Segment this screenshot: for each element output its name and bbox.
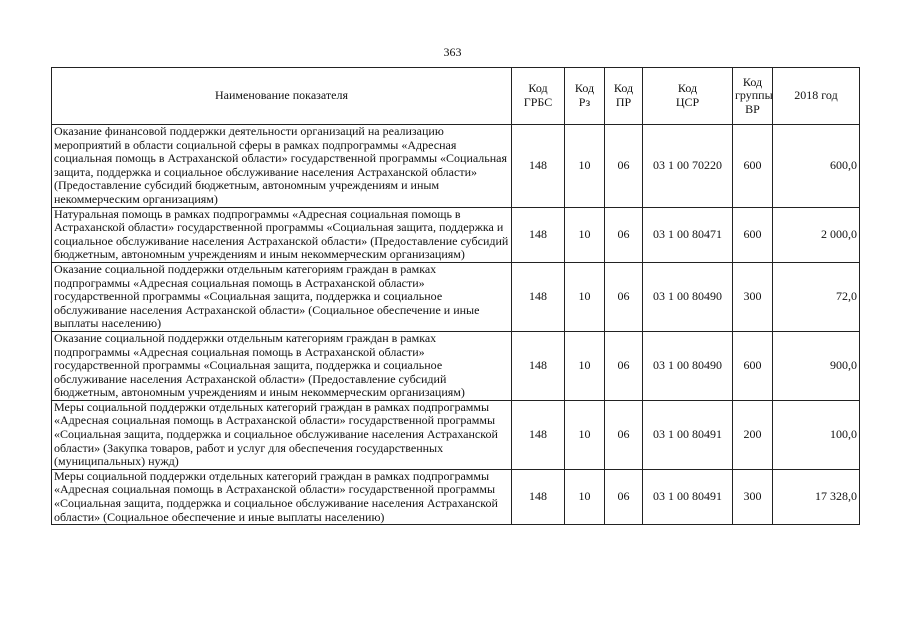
row-csr: 03 1 00 80491 — [643, 469, 733, 524]
row-name: Оказание социальной поддержки отдельным категориям граждан в рамках подпрограммы «Адресная социальная помощь в Астраханской области» государственной программы «Социальная защита, поддержка и социальное обслуживание населения Астраханской области» (Социальное обеспечение и иные выплаты населению) — [52, 262, 512, 331]
row-pr: 06 — [605, 125, 643, 208]
row-rz: 10 — [565, 207, 605, 262]
header-grbs-line: Код — [528, 81, 548, 96]
row-name: Меры социальной поддержки отдельных категорий граждан в рамках подпрограммы «Адресная социальная помощь в Астраханской области» государственной программы «Социальная защита, поддержка и социальное обслуживание населения Астраханской области» (Закупка товаров, работ и услуг для обеспечения государственных (муниципальных) нужд) — [52, 400, 512, 469]
row-name: Оказание социальной поддержки отдельным категориям граждан в рамках подпрограммы «Адресная социальная помощь в Астраханской области» государственной программы «Социальная защита, поддержка и социальное обслуживание населения Астраханской области» (Предоставление субсидий бюджетным, автономным учреждениям и иным некоммерческим организациям) — [52, 331, 512, 400]
header-csr-line: ЦСР — [675, 95, 700, 109]
row-name: Оказание финансовой поддержки деятельности организаций на реализацию мероприятий в области социальной сферы в рамках подпрограммы «Адресная социальная помощь в Астраханской области» государственной программы «Социальная защита, поддержка и социальное обслуживание населения Астраханской области» (Предоставление субсидий бюджетным, автономным учреждениям и иным некоммерческим организациям) — [52, 125, 512, 208]
row-amount: 600,0 — [773, 125, 860, 208]
row-csr: 03 1 00 80490 — [643, 262, 733, 331]
row-pr: 06 — [605, 469, 643, 524]
header-grbs-line: ГРБС — [523, 95, 553, 109]
row-amount: 17 328,0 — [773, 469, 860, 524]
table-row — [52, 207, 860, 262]
row-vr: 300 — [733, 469, 773, 524]
table-row — [52, 262, 860, 331]
header-vr-line: группы — [735, 88, 773, 103]
row-grbs: 148 — [512, 469, 565, 524]
header-pr-line: ПР — [615, 95, 632, 109]
row-amount: 900,0 — [773, 331, 860, 400]
header-vr — [733, 68, 773, 125]
header-rz-line: Рз — [578, 95, 591, 109]
row-grbs: 148 — [512, 207, 565, 262]
header-vr-line: Код — [742, 74, 763, 89]
header-name: Наименование показателя — [52, 68, 512, 125]
header-rz-line: Код — [574, 81, 595, 96]
row-vr: 300 — [733, 262, 773, 331]
header-csr — [643, 68, 733, 125]
header-vr-line: ВР — [745, 101, 760, 116]
table-row — [52, 400, 860, 469]
row-amount: 100,0 — [773, 400, 860, 469]
header-rz — [565, 68, 605, 125]
row-rz: 10 — [565, 125, 605, 208]
row-pr: 06 — [605, 331, 643, 400]
row-grbs: 148 — [512, 400, 565, 469]
table-row — [52, 469, 860, 524]
page-number: 363 — [443, 45, 462, 59]
header-grbs — [512, 68, 565, 125]
row-grbs: 148 — [512, 125, 565, 208]
row-grbs: 148 — [512, 262, 565, 331]
row-rz: 10 — [565, 469, 605, 524]
table-row — [52, 331, 860, 400]
row-amount: 2 000,0 — [773, 207, 860, 262]
header-pr-line: Код — [613, 81, 634, 96]
row-name: Меры социальной поддержки отдельных категорий граждан в рамках подпрограммы «Адресная социальная помощь в Астраханской области» государственной программы «Социальная защита, поддержка и социальное обслуживание населения Астраханской области» (Социальное обеспечение и иные выплаты населению) — [52, 469, 512, 524]
table-row — [52, 125, 860, 208]
header-year: 2018 год — [773, 68, 860, 125]
row-vr: 600 — [733, 125, 773, 208]
row-rz: 10 — [565, 262, 605, 331]
row-pr: 06 — [605, 400, 643, 469]
row-grbs: 148 — [512, 331, 565, 400]
table-header-row — [52, 68, 860, 125]
row-rz: 10 — [565, 400, 605, 469]
row-pr: 06 — [605, 207, 643, 262]
row-vr: 600 — [733, 207, 773, 262]
row-csr: 03 1 00 80490 — [643, 331, 733, 400]
row-name: Натуральная помощь в рамках подпрограммы «Адресная социальная помощь в Астраханской области» государственной программы «Социальная защита, поддержка и социальное обслуживание населения Астраханской области» (Предоставление субсидий бюджетным, автономным учреждениям и иным некоммерческим организациям) — [52, 207, 512, 262]
row-amount: 72,0 — [773, 262, 860, 331]
row-csr: 03 1 00 70220 — [643, 125, 733, 208]
row-csr: 03 1 00 80471 — [643, 207, 733, 262]
row-rz: 10 — [565, 331, 605, 400]
row-vr: 600 — [733, 331, 773, 400]
budget-table — [51, 67, 860, 525]
row-vr: 200 — [733, 400, 773, 469]
row-pr: 06 — [605, 262, 643, 331]
header-csr-line: Код — [677, 81, 698, 96]
row-csr: 03 1 00 80491 — [643, 400, 733, 469]
header-pr — [605, 68, 643, 125]
